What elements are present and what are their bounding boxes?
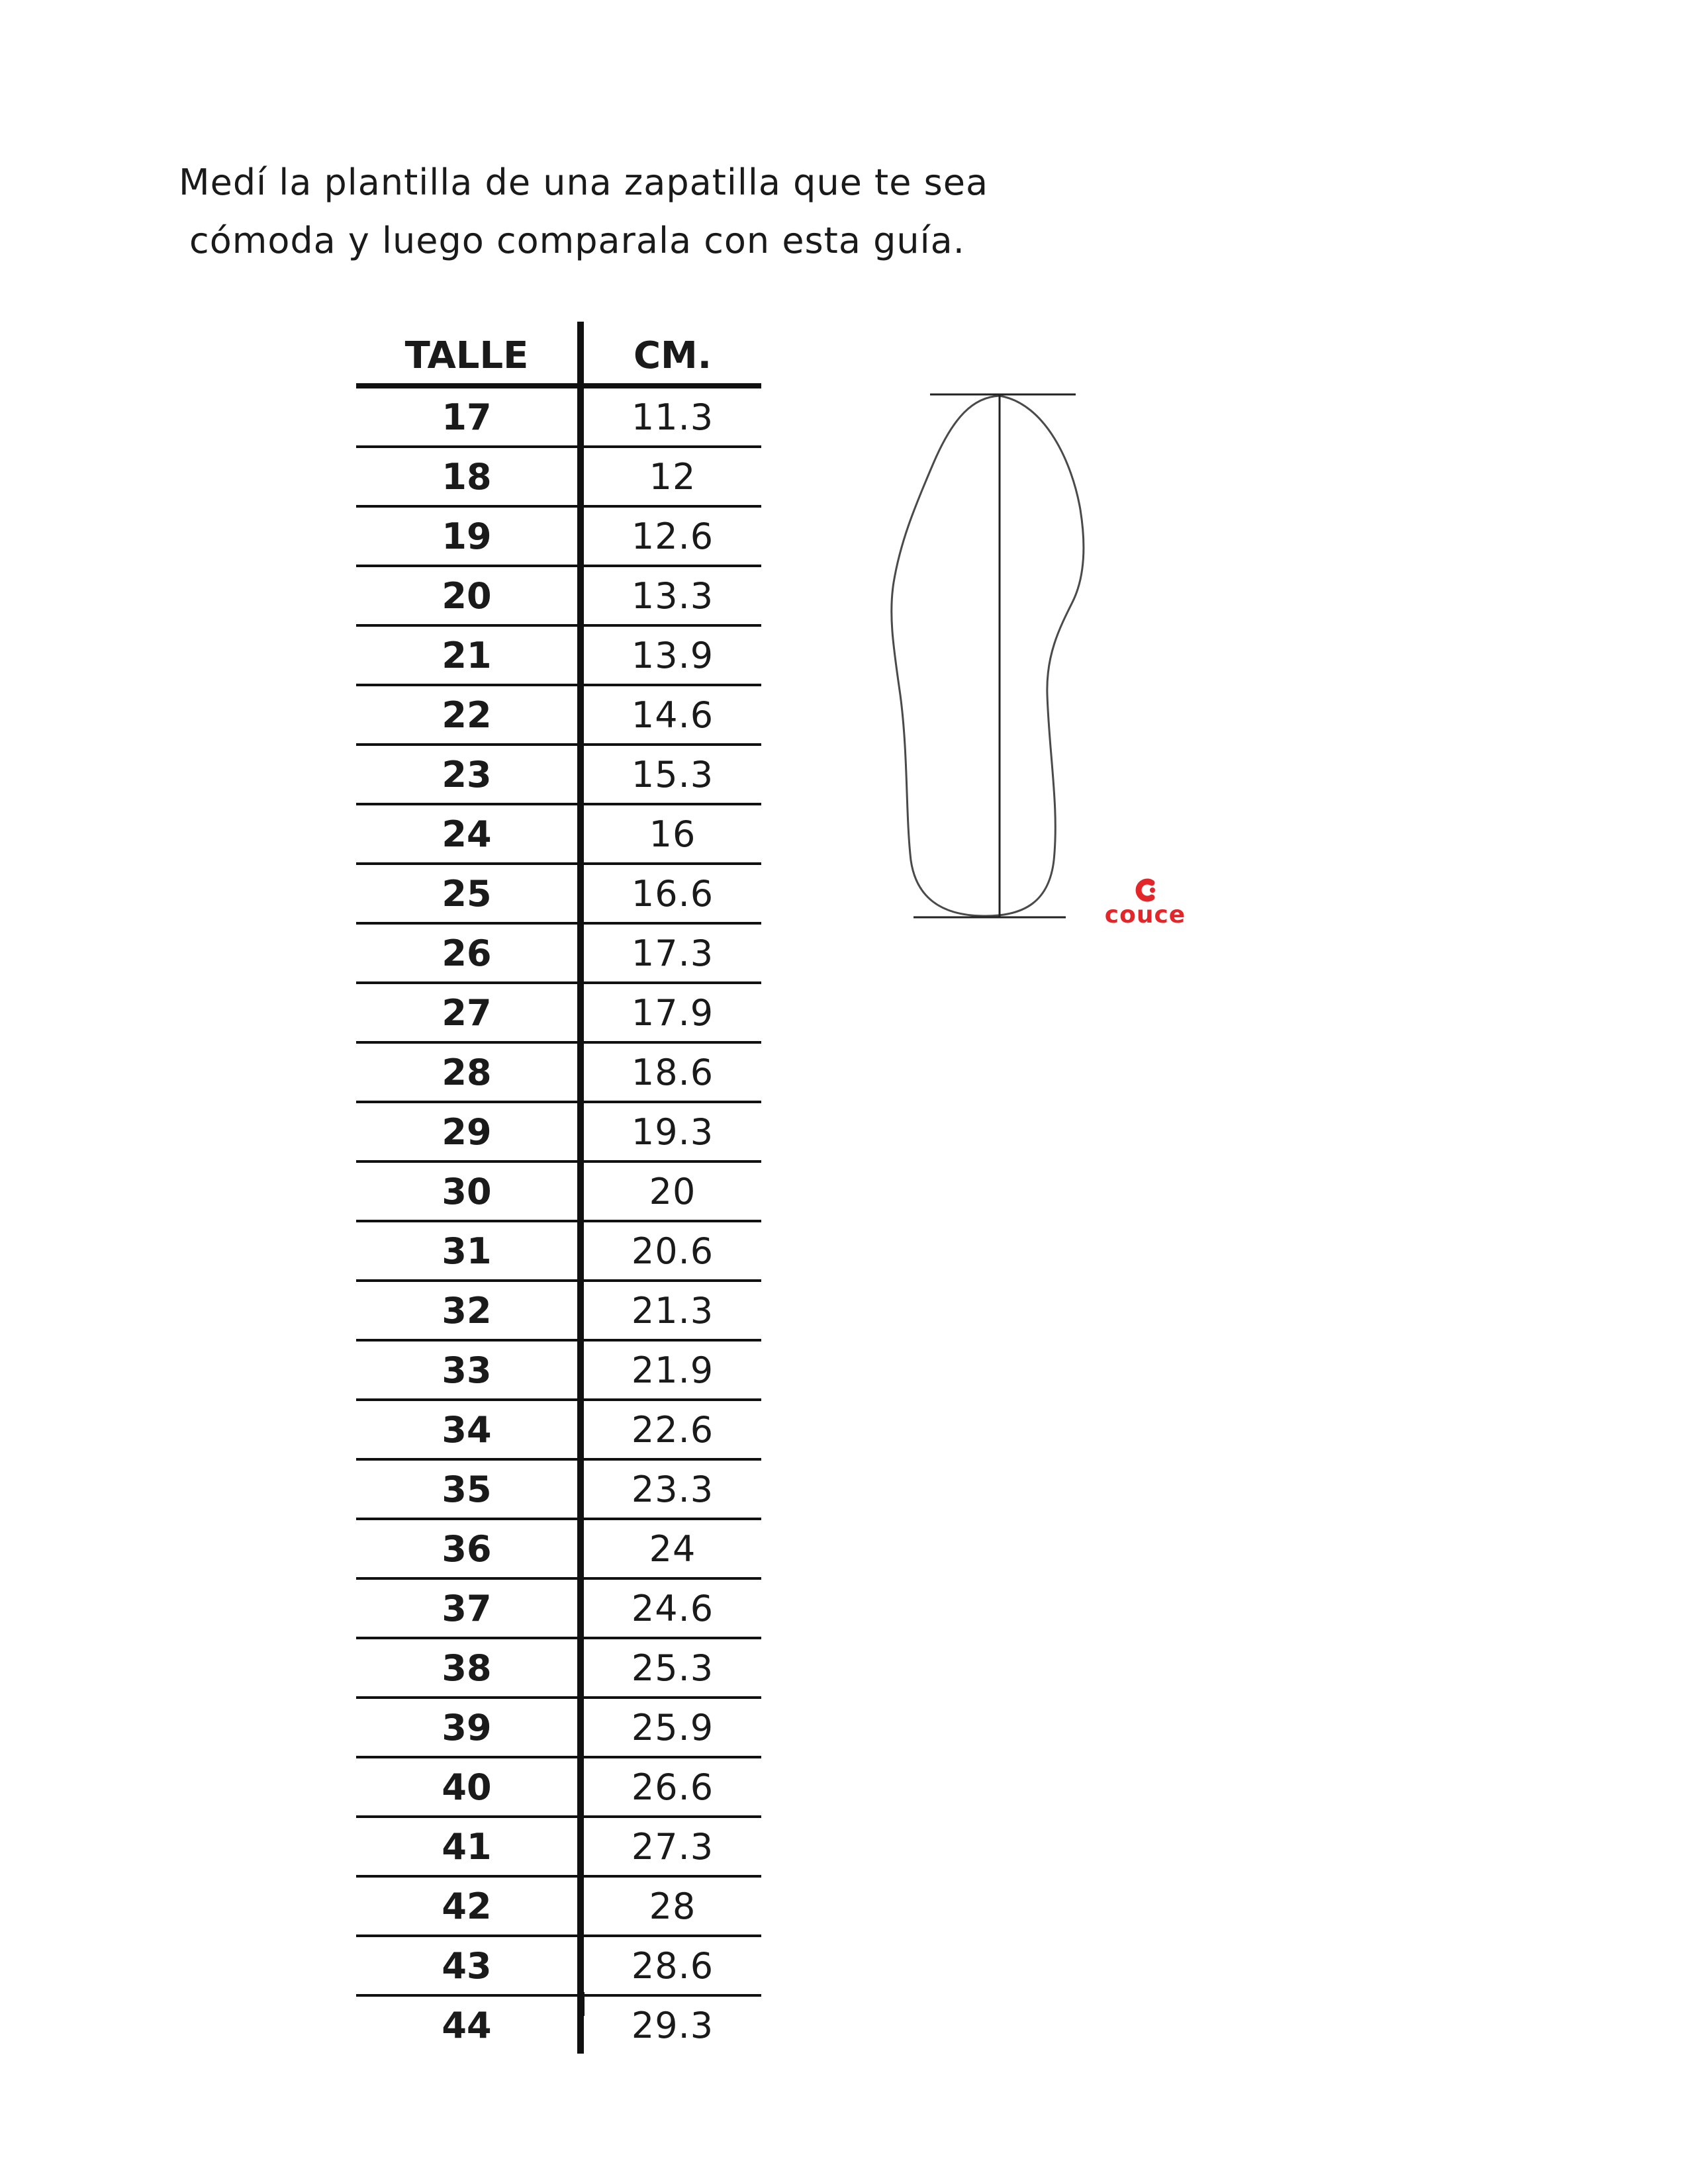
size-cm-cell: 12.6 (631, 515, 714, 557)
size-cm-cell: 12 (649, 455, 696, 498)
size-talle-cell: 18 (442, 455, 492, 498)
size-talle-cell: 21 (442, 634, 492, 676)
size-cm-cell: 17.3 (631, 932, 714, 974)
table-row (356, 1818, 761, 1878)
size-talle-cell: 19 (442, 515, 492, 557)
size-talle-cell: 39 (442, 1706, 492, 1749)
table-row (356, 1461, 761, 1520)
table-row (356, 1163, 761, 1222)
table-row (356, 805, 761, 865)
size-cm-cell: 25.9 (631, 1706, 714, 1749)
size-cm-cell: 16.6 (631, 872, 714, 915)
table-row (356, 627, 761, 686)
header-cm: CM. (633, 334, 712, 377)
table-row (356, 1878, 761, 1937)
size-cm-cell: 25.3 (631, 1647, 714, 1689)
size-cm-cell: 19.3 (631, 1111, 714, 1153)
size-cm-cell: 20 (649, 1170, 696, 1212)
column-divider (577, 1699, 584, 1756)
column-divider (577, 1580, 584, 1637)
size-talle-cell: 23 (442, 753, 492, 796)
size-talle-cell: 26 (442, 932, 492, 974)
size-talle-cell: 32 (442, 1289, 492, 1332)
table-row (356, 1937, 761, 1997)
column-divider (577, 448, 584, 505)
column-divider (577, 1342, 584, 1398)
table-row (356, 567, 761, 627)
column-divider (577, 1639, 584, 1696)
size-cm-cell: 24 (649, 1527, 696, 1570)
size-talle-cell: 33 (442, 1349, 492, 1391)
column-divider-end (578, 1992, 585, 2016)
size-cm-cell: 28.6 (631, 1944, 714, 1987)
size-talle-cell: 38 (442, 1647, 492, 1689)
column-divider (577, 746, 584, 803)
size-talle-cell: 37 (442, 1587, 492, 1629)
table-row (356, 1580, 761, 1639)
table-row (356, 1639, 761, 1699)
table-row (356, 1044, 761, 1103)
size-talle-cell: 29 (442, 1111, 492, 1153)
size-cm-cell: 21.3 (631, 1289, 714, 1332)
table-row (356, 1401, 761, 1461)
column-divider (577, 1401, 584, 1458)
size-cm-cell: 16 (649, 813, 696, 855)
column-divider (577, 865, 584, 922)
table-row (356, 448, 761, 508)
column-divider (577, 1818, 584, 1875)
size-talle-cell: 41 (442, 1825, 492, 1868)
brand-name: couce (1104, 901, 1186, 929)
size-talle-cell: 27 (442, 991, 492, 1034)
column-divider (577, 1461, 584, 1518)
column-divider (577, 1103, 584, 1160)
table-row (356, 984, 761, 1044)
table-row (356, 865, 761, 925)
size-cm-cell: 13.3 (631, 574, 714, 617)
size-cm-cell: 14.6 (631, 694, 714, 736)
header-talle: TALLE (404, 334, 529, 377)
table-row (356, 1342, 761, 1401)
size-cm-cell: 26.6 (631, 1766, 714, 1808)
column-divider (577, 627, 584, 684)
column-divider (577, 322, 584, 383)
size-talle-cell: 30 (442, 1170, 492, 1212)
instructions-line-1: Medí la plantilla de una zapatilla que te sea (179, 161, 989, 203)
size-cm-cell: 22.6 (631, 1408, 714, 1451)
column-divider (577, 1878, 584, 1934)
table-body (356, 388, 761, 2054)
size-talle-cell: 17 (442, 396, 492, 438)
size-talle-cell: 36 (442, 1527, 492, 1570)
size-cm-cell: 23.3 (631, 1468, 714, 1510)
size-talle-cell: 22 (442, 694, 492, 736)
column-divider (577, 508, 584, 565)
size-talle-cell: 40 (442, 1766, 492, 1808)
column-divider (577, 388, 584, 445)
size-talle-cell: 25 (442, 872, 492, 915)
size-chart-table (356, 322, 761, 2054)
table-row (356, 1699, 761, 1758)
table-row (356, 1758, 761, 1818)
insole-outline-icon (874, 384, 1125, 927)
table-row (356, 686, 761, 746)
column-divider (577, 1520, 584, 1577)
size-cm-cell: 21.9 (631, 1349, 714, 1391)
column-divider (577, 567, 584, 624)
size-talle-cell: 31 (442, 1230, 492, 1272)
size-cm-cell: 20.6 (631, 1230, 714, 1272)
column-divider (577, 805, 584, 862)
column-divider (577, 686, 584, 743)
column-divider (577, 1222, 584, 1279)
size-cm-cell: 13.9 (631, 634, 714, 676)
size-cm-cell: 28 (649, 1885, 696, 1927)
size-cm-cell: 24.6 (631, 1587, 714, 1629)
column-divider (577, 1937, 584, 1994)
column-divider (577, 1044, 584, 1101)
size-talle-cell: 44 (442, 2004, 492, 2046)
size-cm-cell: 11.3 (631, 396, 714, 438)
table-header-row (356, 322, 761, 388)
table-row (356, 1282, 761, 1342)
size-cm-cell: 27.3 (631, 1825, 714, 1868)
column-divider (577, 925, 584, 981)
brand-logo (1096, 874, 1195, 940)
column-divider (577, 1758, 584, 1815)
column-divider (577, 1163, 584, 1220)
size-talle-cell: 43 (442, 1944, 492, 1987)
table-row (356, 1222, 761, 1282)
size-cm-cell: 15.3 (631, 753, 714, 796)
size-talle-cell: 42 (442, 1885, 492, 1927)
size-cm-cell: 18.6 (631, 1051, 714, 1093)
size-talle-cell: 35 (442, 1468, 492, 1510)
size-cm-cell: 29.3 (631, 2004, 714, 2046)
column-divider (577, 1282, 584, 1339)
table-row (356, 925, 761, 984)
table-row (356, 1997, 761, 2054)
table-row (356, 388, 761, 448)
column-divider (577, 984, 584, 1041)
table-row (356, 1103, 761, 1163)
size-cm-cell: 17.9 (631, 991, 714, 1034)
table-row (356, 746, 761, 805)
instructions-line-2: cómoda y luego comparala con esta guía. (189, 220, 965, 261)
table-row (356, 1520, 761, 1580)
instructions-text (165, 154, 1026, 270)
size-talle-cell: 24 (442, 813, 492, 855)
size-talle-cell: 20 (442, 574, 492, 617)
size-talle-cell: 28 (442, 1051, 492, 1093)
table-row (356, 508, 761, 567)
size-talle-cell: 34 (442, 1408, 492, 1451)
